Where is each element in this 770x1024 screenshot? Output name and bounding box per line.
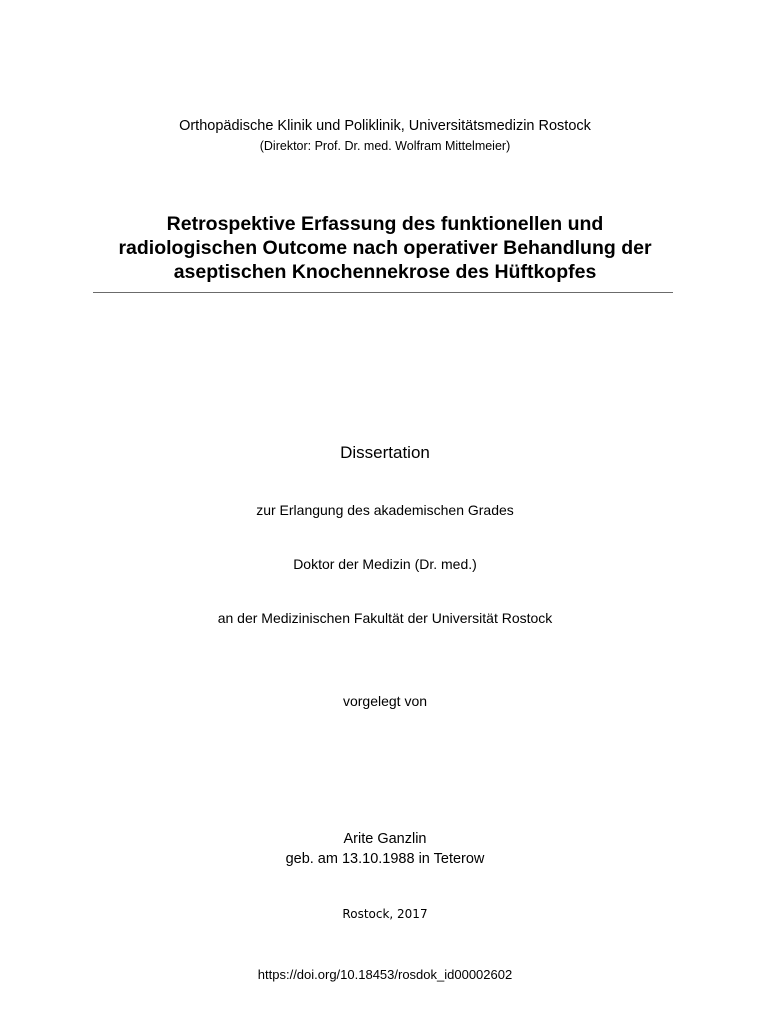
author-name: Arite Ganzlin [343,831,427,847]
submitted-by-text: vorgelegt von [342,693,428,709]
clinic-director: (Direktor: Prof. Dr. med. Wolfram Mittelmeier) [259,139,511,153]
clinic-name: Orthopädische Klinik und Poliklinik, Universitätsmedizin Rostock [179,118,591,134]
place-year: Rostock, 2017 [342,907,428,921]
title-line: radiologischen Outcome nach operativer Behandlung der [118,237,652,259]
title-line: aseptischen Knochennekrose des Hüftkopfes [173,261,597,283]
title-divider [93,292,673,293]
dissertation-title [0,212,770,284]
author-birth: geb. am 13.10.1988 in Teterow [285,851,485,867]
faculty-text: an der Medizinischen Fakultät der Universität Rostock [217,610,553,626]
title-line: Retrospektive Erfassung des funktionellen und [166,213,604,235]
purpose-text: zur Erlangung des akademischen Grades [256,502,514,518]
document-type: Dissertation [340,443,430,462]
doi-link[interactable]: https://doi.org/10.18453/rosdok_id00002602 [257,967,513,982]
degree-text: Doktor der Medizin (Dr. med.) [293,556,477,572]
